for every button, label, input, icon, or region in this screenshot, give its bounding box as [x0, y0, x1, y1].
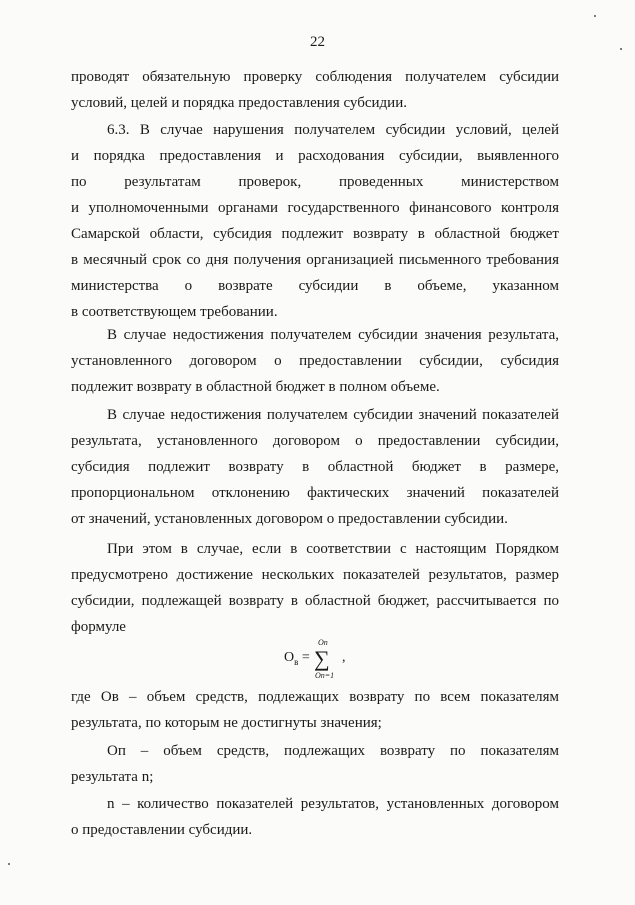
paragraph-formula-intro	[71, 536, 559, 640]
formula-lhs: $O_в$ =	[284, 650, 310, 667]
formula-row	[0, 640, 635, 684]
formula-comma: ,	[342, 650, 346, 665]
text-line: установленного договором о предоставлении субсидии, субсидия	[71, 353, 559, 369]
text-line: в соответствующем требовании.	[71, 304, 278, 320]
text-line: где Oв – объем средств, подлежащих возврату по всем показателям	[71, 689, 559, 705]
paragraph-definition-on	[71, 738, 559, 790]
text-line: подлежит возврату в областной бюджет в полном объеме.	[71, 379, 440, 395]
text-line: от значений, установленных договором о предоставлении субсидии.	[71, 511, 508, 527]
text-line: субсидия подлежит возврату в областной бюджет в размере,	[71, 459, 559, 475]
paragraph-indicators	[71, 402, 559, 532]
text-line: условий, целей и порядка предоставления субсидии.	[71, 95, 407, 111]
text-line: формуле	[71, 619, 126, 635]
paragraph-definition-ov	[71, 684, 559, 736]
text-line: по результатам проверок, проведенных министерством	[71, 174, 559, 190]
paragraph-intro	[71, 64, 559, 116]
text-line: Самарской области, субсидия подлежит возврату в областной бюджет	[71, 226, 559, 242]
formula-upper-limit: On	[318, 638, 328, 647]
formula-lower-limit: On=1	[315, 671, 335, 680]
text-line: и уполномоченными органами государственного финансового контроля	[71, 200, 559, 216]
text-line: в месячный срок со дня получения организацией письменного требования	[71, 252, 559, 268]
text-line: результата, установленного договором о предоставлении субсидии,	[71, 433, 559, 449]
scan-speck	[620, 48, 622, 50]
text-line: пропорциональном отклонению фактических значений показателей	[71, 485, 559, 501]
text-line: В случае недостижения получателем субсидии значения результата,	[107, 327, 559, 343]
text-line: и порядка предоставления и расходования субсидии, выявленного	[71, 148, 559, 164]
text-line: субсидии, подлежащей возврату в областной бюджет, рассчитывается по	[71, 593, 559, 609]
text-line: предусмотрено достижение нескольких показателей результатов, размер	[71, 567, 559, 583]
text-line: n – количество показателей результатов, установленных договором	[107, 796, 559, 812]
scan-speck	[8, 863, 10, 865]
paragraph-6-3	[71, 117, 559, 325]
paragraph-definition-n	[71, 791, 559, 843]
sum-symbol: ∑	[314, 646, 330, 671]
text-line: В случае недостижения получателем субсидии значений показателей	[107, 407, 559, 423]
text-line: 6.3. В случае нарушения получателем субсидии условий, целей	[107, 122, 559, 138]
text-line: результата n;	[71, 769, 154, 785]
text-line: результата, по которым не достигнуты значения;	[71, 715, 382, 731]
paragraph-result-value	[71, 322, 559, 400]
text-line: о предоставлении субсидии.	[71, 822, 253, 838]
text-line: проводят обязательную проверку соблюдения получателем субсидии	[71, 69, 559, 85]
text-line: министерства о возврате субсидии в объеме, указанном	[71, 278, 559, 294]
text-line: При этом в случае, если в соответствии с настоящим Порядком	[107, 541, 559, 557]
text-line: Oп – объем средств, подлежащих возврату по показателям	[107, 743, 559, 759]
page-number: 22	[310, 34, 325, 50]
scan-speck	[594, 15, 596, 17]
